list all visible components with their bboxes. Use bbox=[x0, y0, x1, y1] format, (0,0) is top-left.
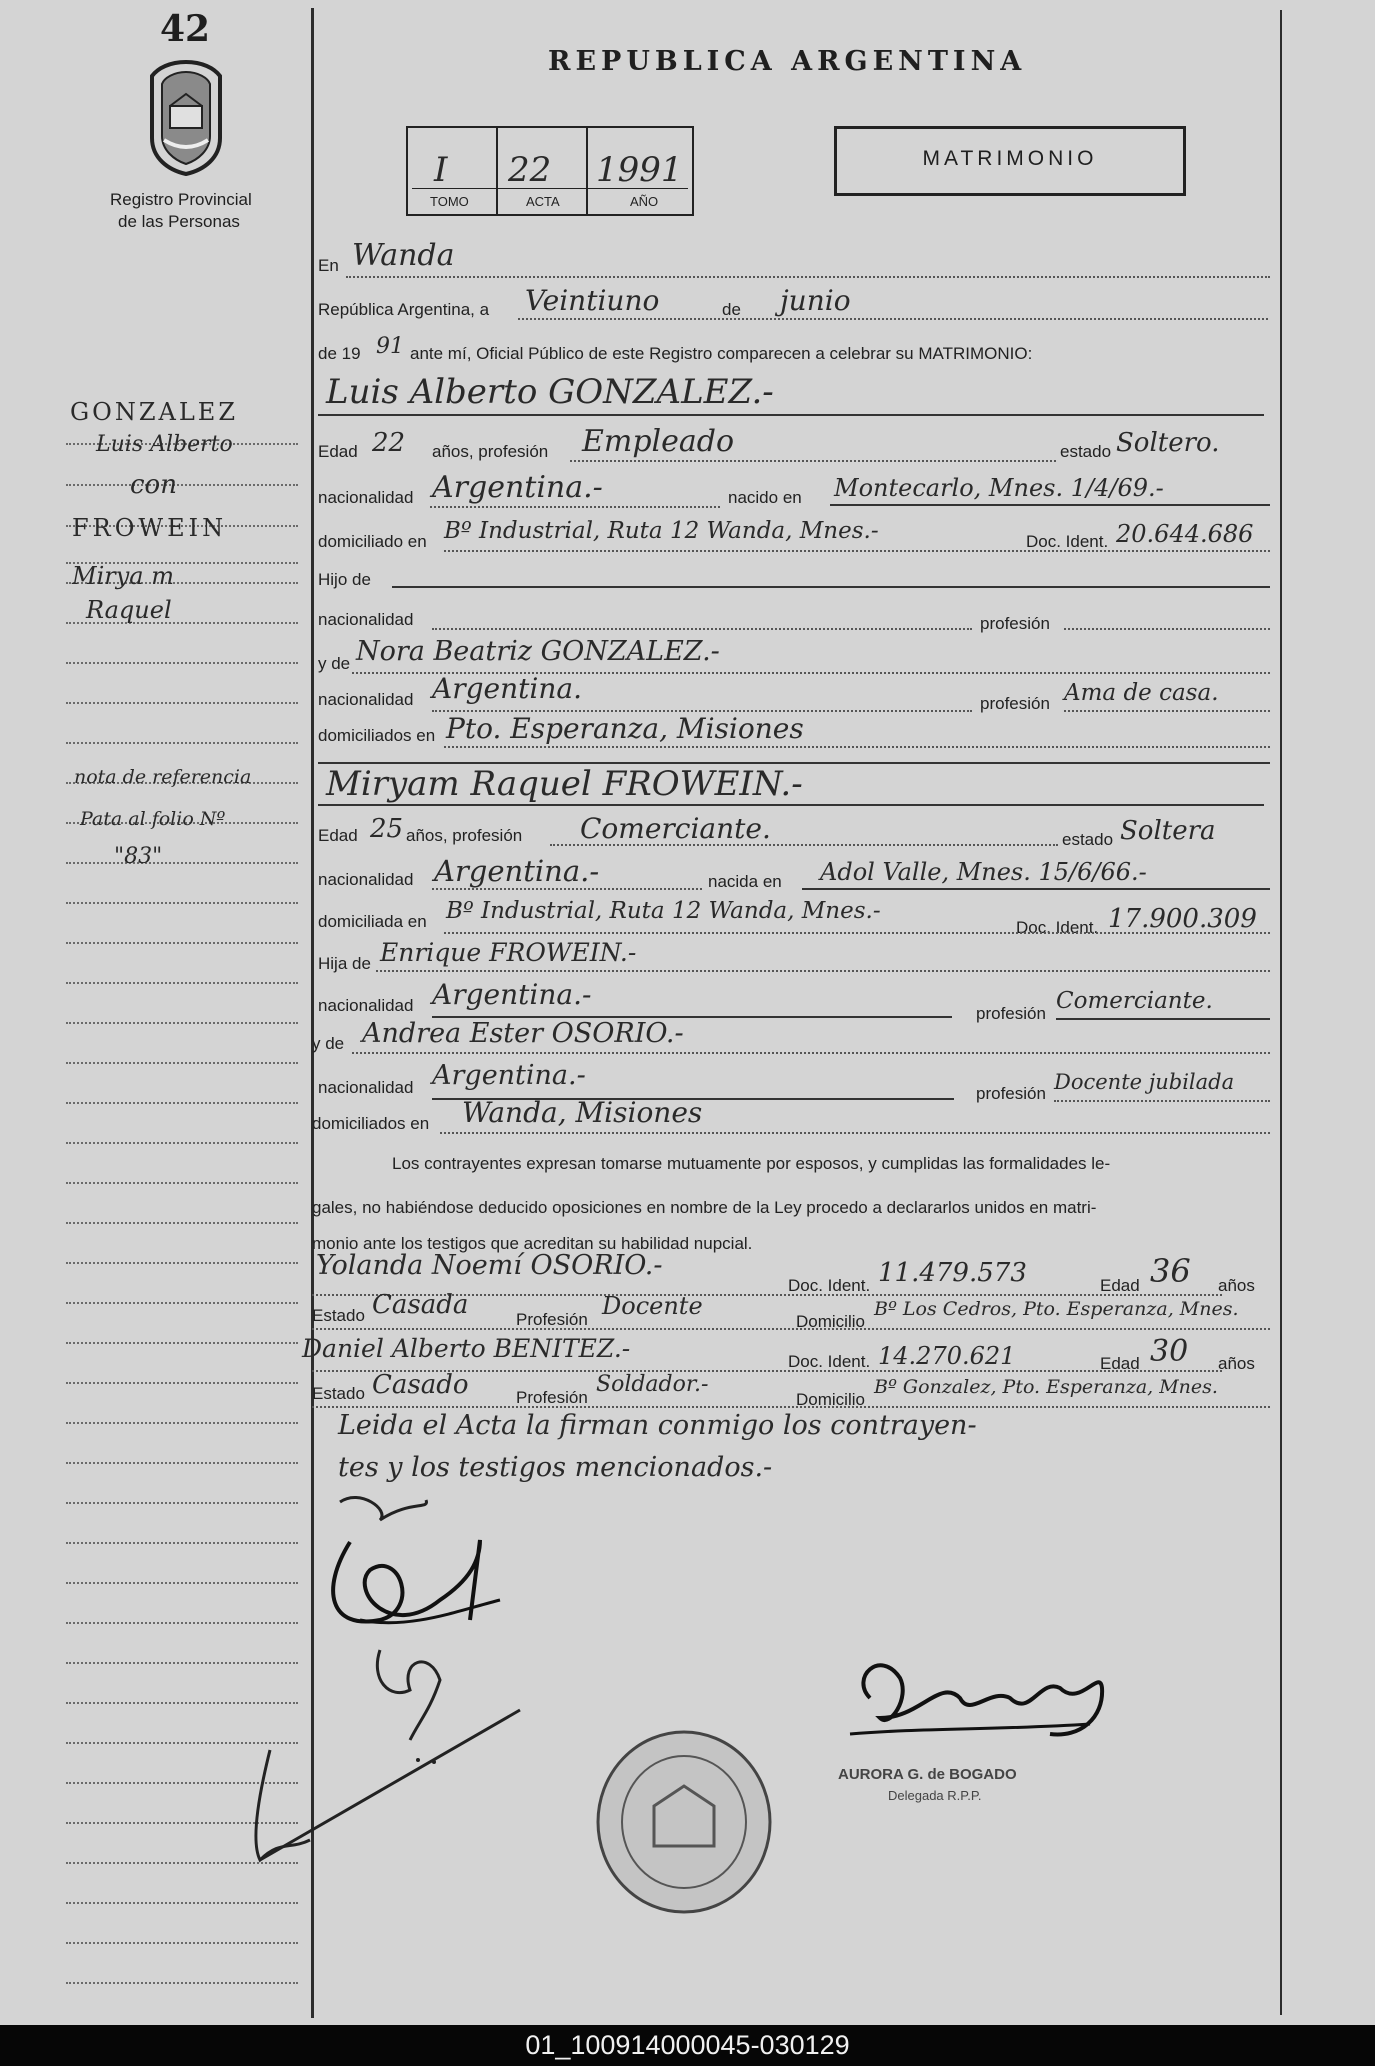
groom-yde-label: y de bbox=[318, 654, 351, 673]
groom-hijo-label: Hijo de bbox=[318, 570, 371, 589]
groom-nac-label: nacionalidad bbox=[318, 488, 414, 507]
witness1-estado: Casada bbox=[372, 1290, 469, 1320]
margin-line-1: GONZALEZ bbox=[70, 398, 238, 426]
witness2-name: Daniel Alberto BENITEZ.- bbox=[302, 1334, 631, 1363]
bride-parents-dom-label: domiciliados en bbox=[312, 1114, 430, 1133]
bride-estado: Soltera bbox=[1120, 816, 1216, 846]
bride-dom-label: domiciliada en bbox=[318, 912, 427, 931]
bride-doc-label: Doc. Ident. bbox=[1016, 918, 1099, 937]
witness1-profession: Docente bbox=[602, 1292, 703, 1320]
ceremony-place: Wanda bbox=[352, 238, 455, 273]
witness2-doc-label: Doc. Ident. bbox=[788, 1352, 871, 1371]
file-id-footer: 01_100914000045-030129 bbox=[0, 2025, 1375, 2066]
groom-edad-label: Edad bbox=[318, 442, 358, 461]
witness2-doc: 14.270.621 bbox=[878, 1342, 1016, 1370]
ceremony-month: junio bbox=[780, 284, 851, 317]
office-name-line2: de las Personas bbox=[118, 212, 240, 231]
closing-line1: Leida el Acta la firman conmigo los contrayen- bbox=[338, 1410, 977, 1441]
margin-line-6: Raquel bbox=[86, 596, 172, 624]
en-label: En bbox=[318, 256, 339, 275]
tomo-label: TOMO bbox=[430, 194, 469, 209]
witness1-estado-label: Estado bbox=[312, 1306, 365, 1325]
groom-address: Bº Industrial, Ruta 12 Wanda, Mnes.- bbox=[444, 518, 879, 544]
witness1-prof-label: Profesión bbox=[516, 1310, 588, 1329]
official-signature-icon bbox=[840, 1638, 1140, 1758]
declaration-line3: monio ante los testigos que acreditan su habilidad nupcial. bbox=[312, 1234, 753, 1253]
groom-dom-label: domiciliado en bbox=[318, 532, 427, 551]
year-suffix: 91 bbox=[376, 334, 404, 359]
witness1-name: Yolanda Noemí OSORIO.- bbox=[316, 1250, 663, 1281]
groom-profession: Empleado bbox=[582, 424, 735, 459]
groom-estado: Soltero. bbox=[1116, 428, 1220, 458]
bride-nacida-label: nacida en bbox=[708, 872, 782, 891]
republica-label: República Argentina, a bbox=[318, 300, 490, 319]
witness2-age: 30 bbox=[1150, 1334, 1189, 1369]
bride-parents-address: Wanda, Misiones bbox=[462, 1096, 703, 1129]
register-reference-box bbox=[406, 126, 694, 216]
closing-line2: tes y los testigos mencionados.- bbox=[338, 1452, 773, 1483]
witness1-doc-label: Doc. Ident. bbox=[788, 1276, 871, 1295]
bride-anos-prof-label: años, profesión bbox=[406, 826, 523, 845]
margin-note-line-3: "83" bbox=[114, 844, 163, 869]
witness2-address: Bº Gonzalez, Pto. Esperanza, Mnes. bbox=[874, 1376, 1218, 1398]
margin-line-2: Luis Alberto bbox=[96, 432, 233, 457]
ceremony-day: Veintiuno bbox=[525, 284, 660, 317]
witness1-edad-label: Edad bbox=[1100, 1276, 1140, 1295]
witness1-dom-label: Domicilio bbox=[796, 1312, 865, 1331]
bride-doc: 17.900.309 bbox=[1108, 904, 1257, 934]
bride-father: Enrique FROWEIN.- bbox=[380, 938, 637, 967]
act-type-box bbox=[834, 126, 1186, 196]
groom-mother-prof-label: profesión bbox=[980, 694, 1050, 713]
bride-mother-nationality: Argentina.- bbox=[432, 1060, 586, 1091]
groom-nationality: Argentina.- bbox=[432, 470, 603, 505]
groom-name: Luis Alberto GONZALEZ.- bbox=[326, 372, 774, 412]
bride-age: 25 bbox=[370, 814, 404, 844]
margin-note-line-2: Pata al folio Nº bbox=[80, 808, 226, 830]
bride-father-nationality: Argentina.- bbox=[432, 978, 592, 1011]
witness2-dom-label: Domicilio bbox=[796, 1390, 865, 1409]
groom-doc-label: Doc. Ident. bbox=[1026, 532, 1109, 551]
bride-birth: Adol Valle, Mnes. 15/6/66.- bbox=[820, 858, 1147, 886]
groom-doc: 20.644.686 bbox=[1116, 520, 1254, 548]
margin-line-5: Mirya m bbox=[72, 562, 174, 590]
groom-anos-prof-label: años, profesión bbox=[432, 442, 549, 461]
groom-parents-dom-label: domiciliados en bbox=[318, 726, 436, 745]
bride-mother-profession: Docente jubilada bbox=[1054, 1070, 1235, 1094]
groom-estado-label: estado bbox=[1060, 442, 1112, 461]
witness2-estado-label: Estado bbox=[312, 1384, 365, 1403]
bride-father-prof-label: profesión bbox=[976, 1004, 1046, 1023]
groom-mother-nac-label: nacionalidad bbox=[318, 690, 414, 709]
witness2-profession: Soldador.- bbox=[596, 1372, 709, 1397]
witness2-prof-label: Profesión bbox=[516, 1388, 588, 1407]
bride-profession: Comerciante. bbox=[580, 812, 771, 845]
official-role: Delegada R.P.P. bbox=[888, 1788, 982, 1803]
groom-father-prof-label: profesión bbox=[980, 614, 1050, 633]
bride-mother: Andrea Ester OSORIO.- bbox=[362, 1018, 684, 1049]
declaration-line1: Los contrayentes expresan tomarse mutuamente por esposos, y cumplidas las formalidades le- bbox=[392, 1154, 1111, 1173]
groom-nacido-label: nacido en bbox=[728, 488, 802, 507]
margin-note-line-1: nota de referencia bbox=[74, 766, 252, 788]
bride-mother-prof-label: profesión bbox=[976, 1084, 1046, 1103]
bride-hija-label: Hija de bbox=[318, 954, 371, 973]
official-name: AURORA G. de BOGADO bbox=[838, 1766, 1017, 1783]
groom-father-nac-label: nacionalidad bbox=[318, 610, 414, 629]
bride-father-profession: Comerciante. bbox=[1056, 988, 1213, 1014]
bride-nationality: Argentina.- bbox=[434, 854, 600, 888]
witness1-doc: 11.479.573 bbox=[878, 1258, 1027, 1288]
page-number: 42 bbox=[160, 8, 211, 50]
ano-label: AÑO bbox=[630, 194, 659, 209]
groom-birth: Montecarlo, Mnes. 1/4/69.- bbox=[834, 474, 1164, 502]
margin-line-3: con bbox=[130, 470, 177, 500]
bride-father-nac-label: nacionalidad bbox=[318, 996, 414, 1015]
groom-mother-nationality: Argentina. bbox=[432, 672, 582, 705]
bride-estado-label: estado bbox=[1062, 830, 1114, 849]
ano-value: 1991 bbox=[596, 150, 683, 190]
witness1-address: Bº Los Cedros, Pto. Esperanza, Mnes. bbox=[874, 1298, 1239, 1320]
witness2-edad-label: Edad bbox=[1100, 1354, 1140, 1373]
acta-value: 22 bbox=[508, 150, 552, 190]
bride-name: Miryam Raquel FROWEIN.- bbox=[326, 764, 803, 804]
acta-label: ACTA bbox=[526, 194, 560, 209]
bride-nac-label: nacionalidad bbox=[318, 870, 414, 889]
office-name-line1: Registro Provincial bbox=[110, 190, 252, 209]
signature-marks-icon bbox=[230, 1480, 560, 1880]
ante-text: ante mí, Oficial Público de este Registro comparecen a celebrar su MATRIMONIO: bbox=[410, 344, 1033, 363]
year-label: de 19 bbox=[318, 344, 361, 363]
official-stamp-icon bbox=[592, 1726, 776, 1918]
right-margin-rule bbox=[1280, 10, 1282, 2015]
provincial-seal-icon bbox=[140, 58, 232, 178]
document-title: REPUBLICA ARGENTINA bbox=[548, 46, 1027, 77]
groom-age: 22 bbox=[372, 428, 406, 458]
bride-yde-label: y de bbox=[312, 1034, 345, 1053]
tomo-value: I bbox=[434, 150, 448, 190]
bride-edad-label: Edad bbox=[318, 826, 358, 845]
witness2-estado: Casado bbox=[372, 1370, 469, 1400]
witness1-age: 36 bbox=[1150, 1252, 1191, 1290]
bride-mother-nac-label: nacionalidad bbox=[318, 1078, 414, 1097]
act-type: MATRIMONIO bbox=[922, 147, 1098, 170]
groom-mother: Nora Beatriz GONZALEZ.- bbox=[356, 636, 720, 667]
bride-address: Bº Industrial, Ruta 12 Wanda, Mnes.- bbox=[446, 898, 881, 924]
groom-mother-profession: Ama de casa. bbox=[1064, 680, 1219, 706]
declaration-line2: gales, no habiéndose deducido oposiciones en nombre de la Ley procedo a declararlos unidos en matri- bbox=[312, 1198, 1097, 1217]
margin-line-4: FROWEIN bbox=[72, 514, 228, 542]
witness1-anos-label: años bbox=[1218, 1276, 1255, 1295]
groom-parents-address: Pto. Esperanza, Misiones bbox=[446, 712, 804, 745]
witness2-anos-label: años bbox=[1218, 1354, 1255, 1373]
de-label: de bbox=[722, 300, 741, 319]
